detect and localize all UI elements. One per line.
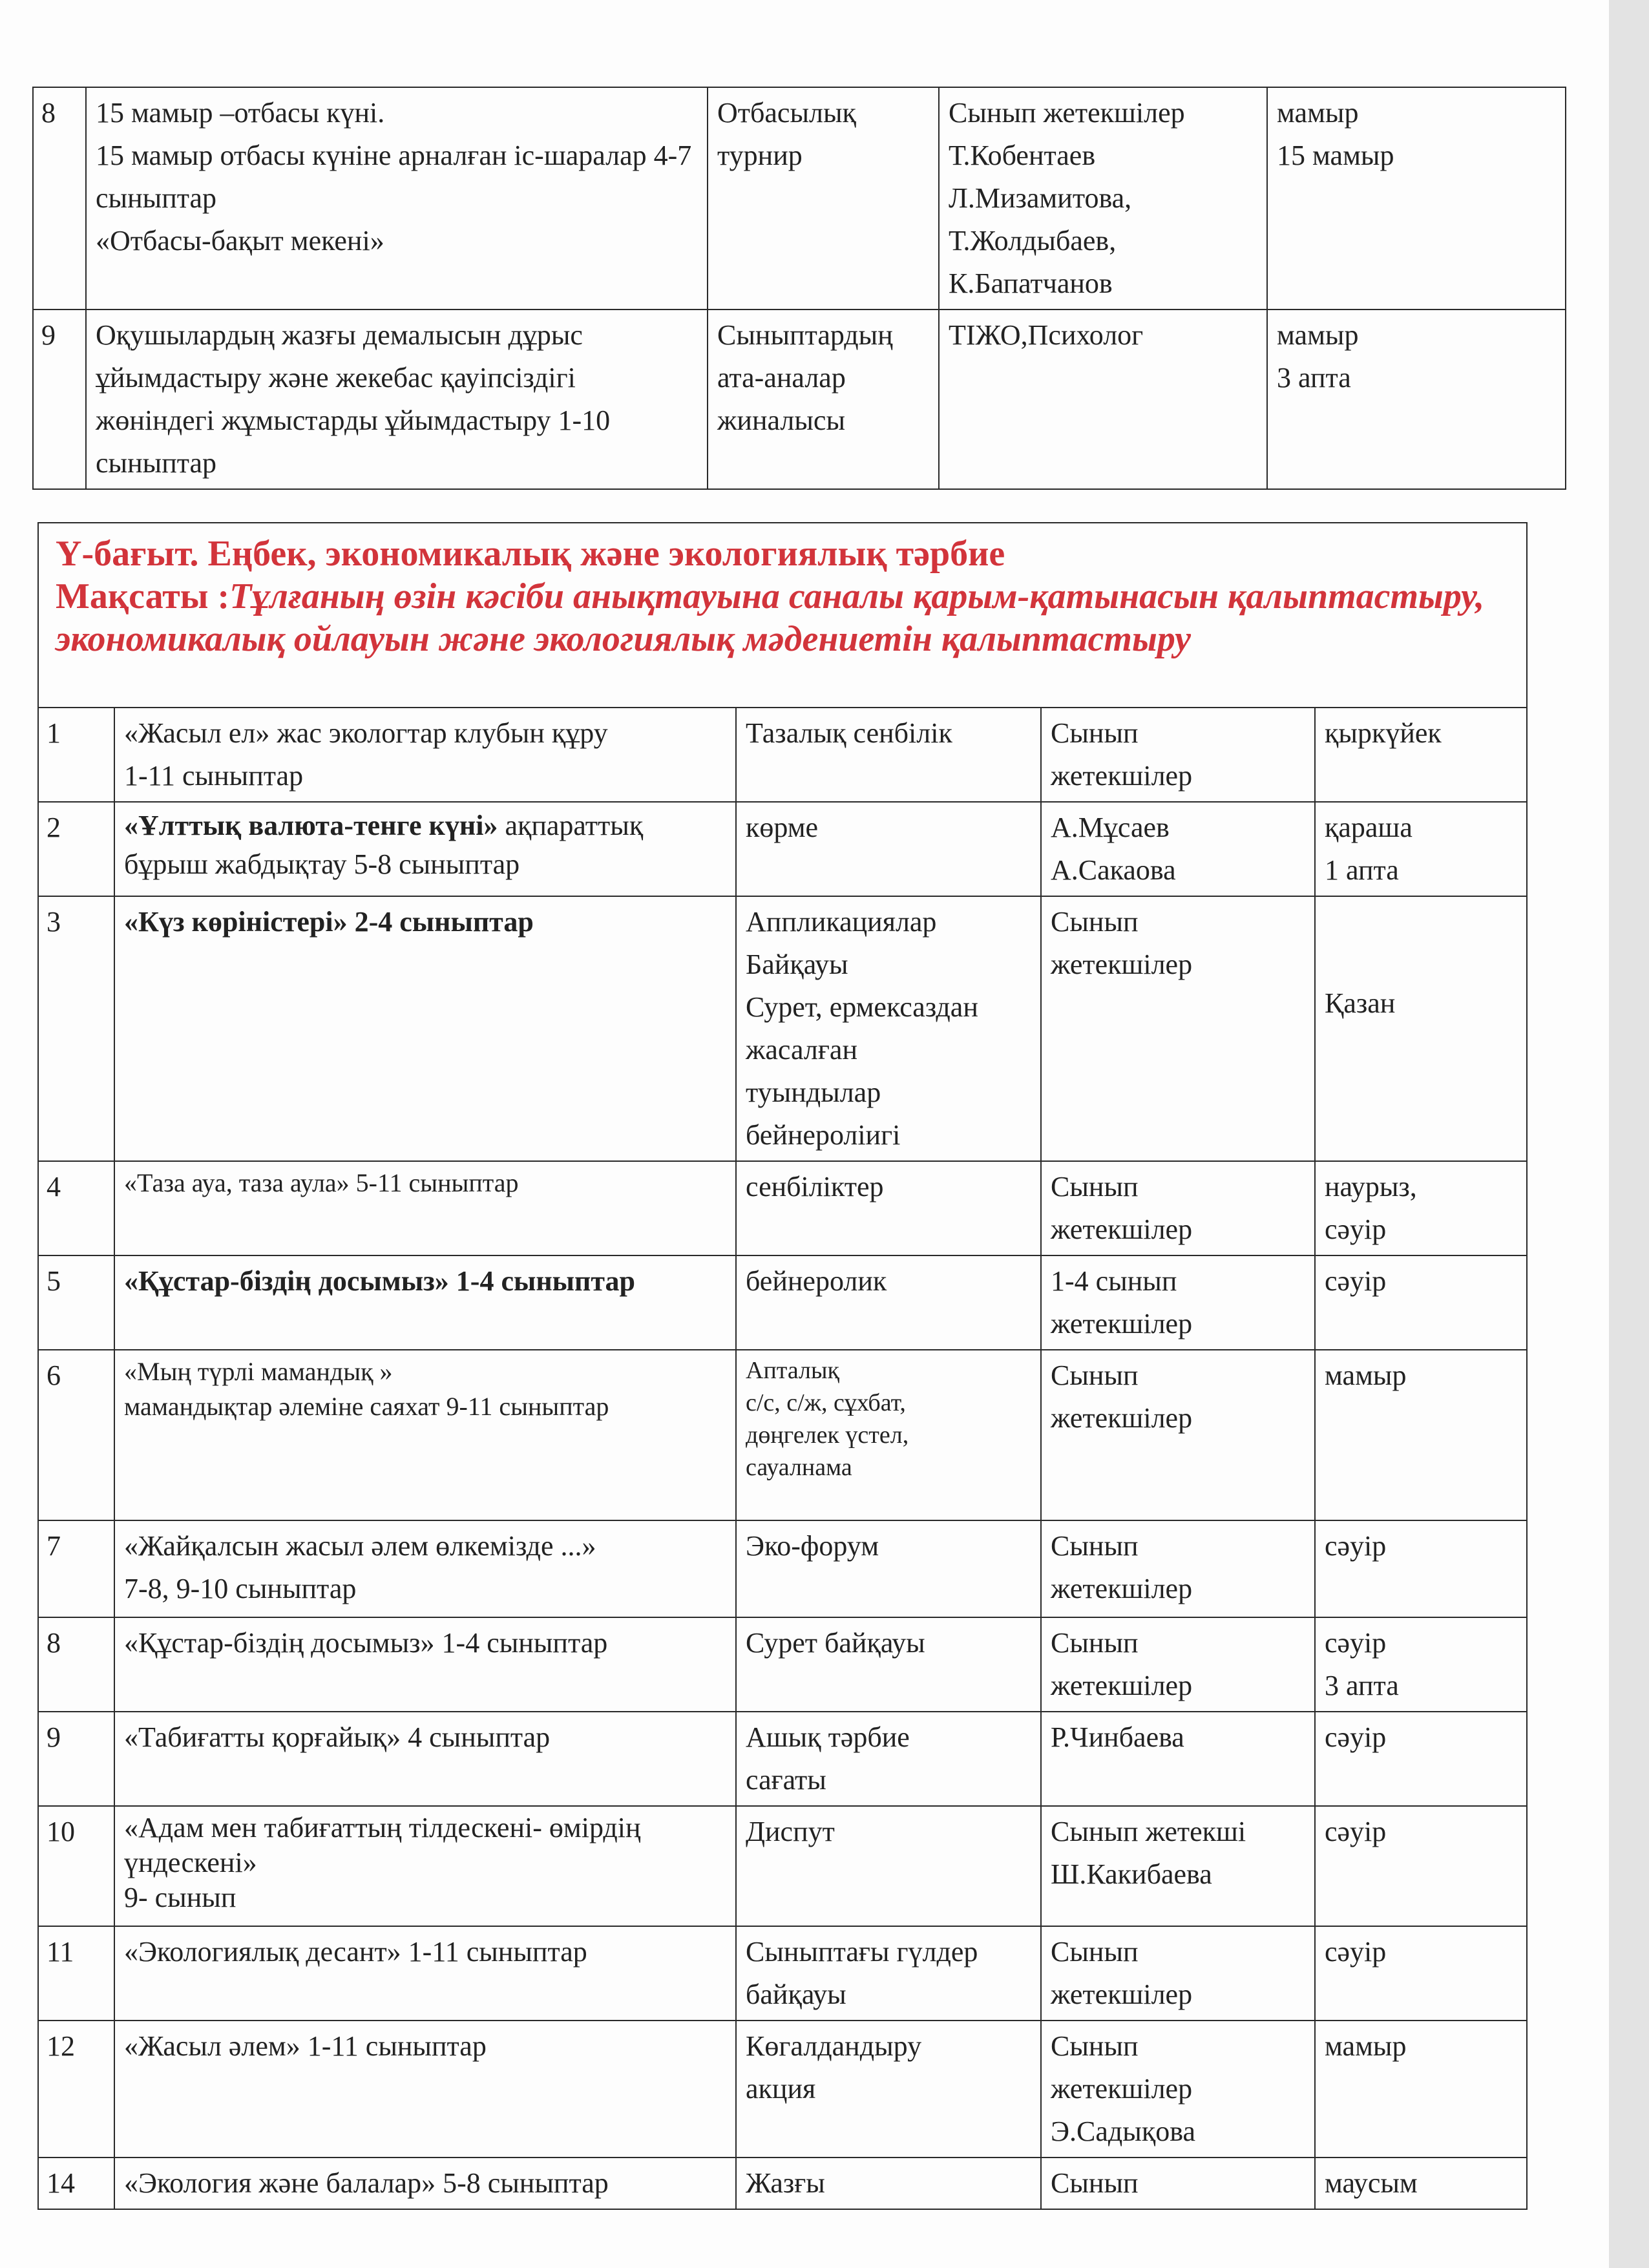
- date-cell: сәуір: [1315, 1255, 1527, 1350]
- row-number: 6: [38, 1350, 114, 1520]
- form-cell: Апталық с/с, с/ж, сұхбат, дөңгелек үстел, сауалнама: [736, 1350, 1041, 1520]
- table-row: [38, 1350, 1527, 1520]
- row-number: 8: [33, 87, 86, 310]
- form-cell: бейнеролик: [736, 1255, 1041, 1350]
- goal-text: Тұлғаның өзін кәсіби анықтауына саналы қарым-қатынасын қалыптастыру, экономикалық ойлауын және экологиялық мәдениетін қалыптастыру: [56, 576, 1485, 659]
- responsible-cell: Сынып жетекшілер: [1041, 708, 1315, 802]
- event-cell: «Экологиялық десант» 1-11 сыныптар: [114, 1926, 736, 2021]
- date-cell: қараша 1 апта: [1315, 802, 1527, 896]
- table-row: [38, 802, 1527, 896]
- row-number: 2: [38, 802, 114, 896]
- date-cell: сәуір: [1315, 1926, 1527, 2021]
- date-cell: сәуір: [1315, 1712, 1527, 1806]
- responsible-cell: Сынып жетекшілер: [1041, 1161, 1315, 1255]
- form-cell: Отбасылық турнир: [708, 87, 939, 310]
- goal-label: Мақсаты :: [56, 576, 230, 616]
- event-cell: «Құстар-біздің досымыз» 1-4 сыныптар: [114, 1617, 736, 1712]
- row-number: 7: [38, 1520, 114, 1617]
- event-cell: «Күз көріністері» 2-4 сыныптар: [114, 896, 736, 1161]
- scan-edge-shadow: [1609, 0, 1649, 2268]
- row-number: 10: [38, 1806, 114, 1926]
- table-row: [33, 87, 1566, 310]
- date-cell: мамыр: [1315, 2021, 1527, 2158]
- row-number: 14: [38, 2158, 114, 2209]
- table-row: [38, 1712, 1527, 1806]
- responsible-cell: А.Мұсаев А.Сакаова: [1041, 802, 1315, 896]
- top-table: [32, 87, 1566, 490]
- row-number: 3: [38, 896, 114, 1161]
- date-cell: сәуір 3 апта: [1315, 1617, 1527, 1712]
- row-number: 8: [38, 1617, 114, 1712]
- event-text: ақпараттық бұрыш жабдықтау 5-8 сыныптар: [124, 810, 644, 880]
- event-cell: «Мың түрлі мамандық » мамандықтар әлеміне саяхат 9-11 сыныптар: [114, 1350, 736, 1520]
- responsible-cell: Сынып жетекшілер Э.Садықова: [1041, 2021, 1315, 2158]
- responsible-cell: Сынып жетекшілер: [1041, 1617, 1315, 1712]
- table-row: [38, 1926, 1527, 2021]
- date-cell: маусым: [1315, 2158, 1527, 2209]
- event-cell: Оқушылардың жазғы демалысын дұрыс ұйымдастыру және жекебас қауіпсіздігі жөніндегі жұмыстарды ұйымдастыру 1-10 сыныптар: [86, 310, 708, 489]
- date-cell: сәуір: [1315, 1520, 1527, 1617]
- event-title-bold: «Ұлттық валюта-тенге күні»: [124, 810, 498, 841]
- row-number: 5: [38, 1255, 114, 1350]
- row-number: 12: [38, 2021, 114, 2158]
- date-cell: наурыз, сәуір: [1315, 1161, 1527, 1255]
- table-row: [38, 1255, 1527, 1350]
- event-cell: «Адам мен табиғаттың тілдескені- өмірдің үндескені» 9- сынып: [114, 1806, 736, 1926]
- date-cell: сәуір: [1315, 1806, 1527, 1926]
- form-cell: Сыныптағы гүлдер байқауы: [736, 1926, 1041, 2021]
- form-cell: сенбіліктер: [736, 1161, 1041, 1255]
- table-row: [33, 310, 1566, 489]
- responsible-cell: Сынып жетекшілер Т.Кобентаев Л.Мизамитова, Т.Жолдыбаев, К.Бапатчанов: [939, 87, 1267, 310]
- row-number: 11: [38, 1926, 114, 2021]
- section-title: Ү-бағыт. Еңбек, экономикалық және экологиялық тәрбие: [56, 534, 1005, 574]
- event-cell: «Құстар-біздің досымыз» 1-4 сыныптар: [114, 1255, 736, 1350]
- event-cell: «Экология және балалар» 5-8 сыныптар: [114, 2158, 736, 2209]
- section-table: [37, 522, 1528, 2210]
- row-number: 4: [38, 1161, 114, 1255]
- section-goal: [56, 575, 1507, 660]
- form-cell: Аппликациялар Байқауы Сурет, ермексаздан жасалған туындылар бейнероліигі: [736, 896, 1041, 1161]
- table-row: [38, 1520, 1527, 1617]
- form-cell: Эко-форум: [736, 1520, 1041, 1617]
- section-header: [38, 523, 1527, 708]
- responsible-cell: Р.Чинбаева: [1041, 1712, 1315, 1806]
- row-number: 9: [33, 310, 86, 489]
- form-cell: Көгалдандыру акция: [736, 2021, 1041, 2158]
- form-cell: Диспут: [736, 1806, 1041, 1926]
- event-cell: «Жасыл ел» жас экологтар клубын құру 1-11 сыныптар: [114, 708, 736, 802]
- date-cell: мамыр 3 апта: [1267, 310, 1566, 489]
- responsible-cell: 1-4 сынып жетекшілер: [1041, 1255, 1315, 1350]
- table-row: [38, 1161, 1527, 1255]
- responsible-cell: Сынып жетекшілер: [1041, 1520, 1315, 1617]
- table-row: [38, 1806, 1527, 1926]
- table-row: [38, 708, 1527, 802]
- date-cell: Қазан: [1315, 896, 1527, 1161]
- event-cell: «Жайқалсын жасыл әлем өлкемізде ...» 7-8, 9-10 сыныптар: [114, 1520, 736, 1617]
- date-cell: қыркүйек: [1315, 708, 1527, 802]
- event-cell: 15 мамыр –отбасы күні. 15 мамыр отбасы күніне арналған іс-шаралар 4-7 сыныптар «Отбасы-бақыт мекені»: [86, 87, 708, 310]
- section-header-row: [38, 523, 1527, 708]
- responsible-cell: Сынып жетекшілер: [1041, 896, 1315, 1161]
- responsible-cell: Сынып: [1041, 2158, 1315, 2209]
- event-cell: «Табиғатты қорғайық» 4 сыныптар: [114, 1712, 736, 1806]
- date-cell: мамыр 15 мамыр: [1267, 87, 1566, 310]
- date-cell: мамыр: [1315, 1350, 1527, 1520]
- form-cell: Ашық тәрбие сағаты: [736, 1712, 1041, 1806]
- responsible-cell: Сынып жетекшілер: [1041, 1926, 1315, 2021]
- event-cell: [114, 802, 736, 896]
- form-cell: Тазалық сенбілік: [736, 708, 1041, 802]
- table-row: [38, 896, 1527, 1161]
- form-cell: Жазғы: [736, 2158, 1041, 2209]
- responsible-cell: ТІЖО,Психолог: [939, 310, 1267, 489]
- table-row: [38, 2158, 1527, 2209]
- table-row: [38, 1617, 1527, 1712]
- event-cell: «Таза ауа, таза аула» 5-11 сыныптар: [114, 1161, 736, 1255]
- event-cell: «Жасыл әлем» 1-11 сыныптар: [114, 2021, 736, 2158]
- form-cell: Сурет байқауы: [736, 1617, 1041, 1712]
- row-number: 9: [38, 1712, 114, 1806]
- form-cell: Сыныптардың ата-аналар жиналысы: [708, 310, 939, 489]
- form-cell: көрме: [736, 802, 1041, 896]
- responsible-cell: Сынып жетекші Ш.Какибаева: [1041, 1806, 1315, 1926]
- responsible-cell: Сынып жетекшілер: [1041, 1350, 1315, 1520]
- table-row: [38, 2021, 1527, 2158]
- row-number: 1: [38, 708, 114, 802]
